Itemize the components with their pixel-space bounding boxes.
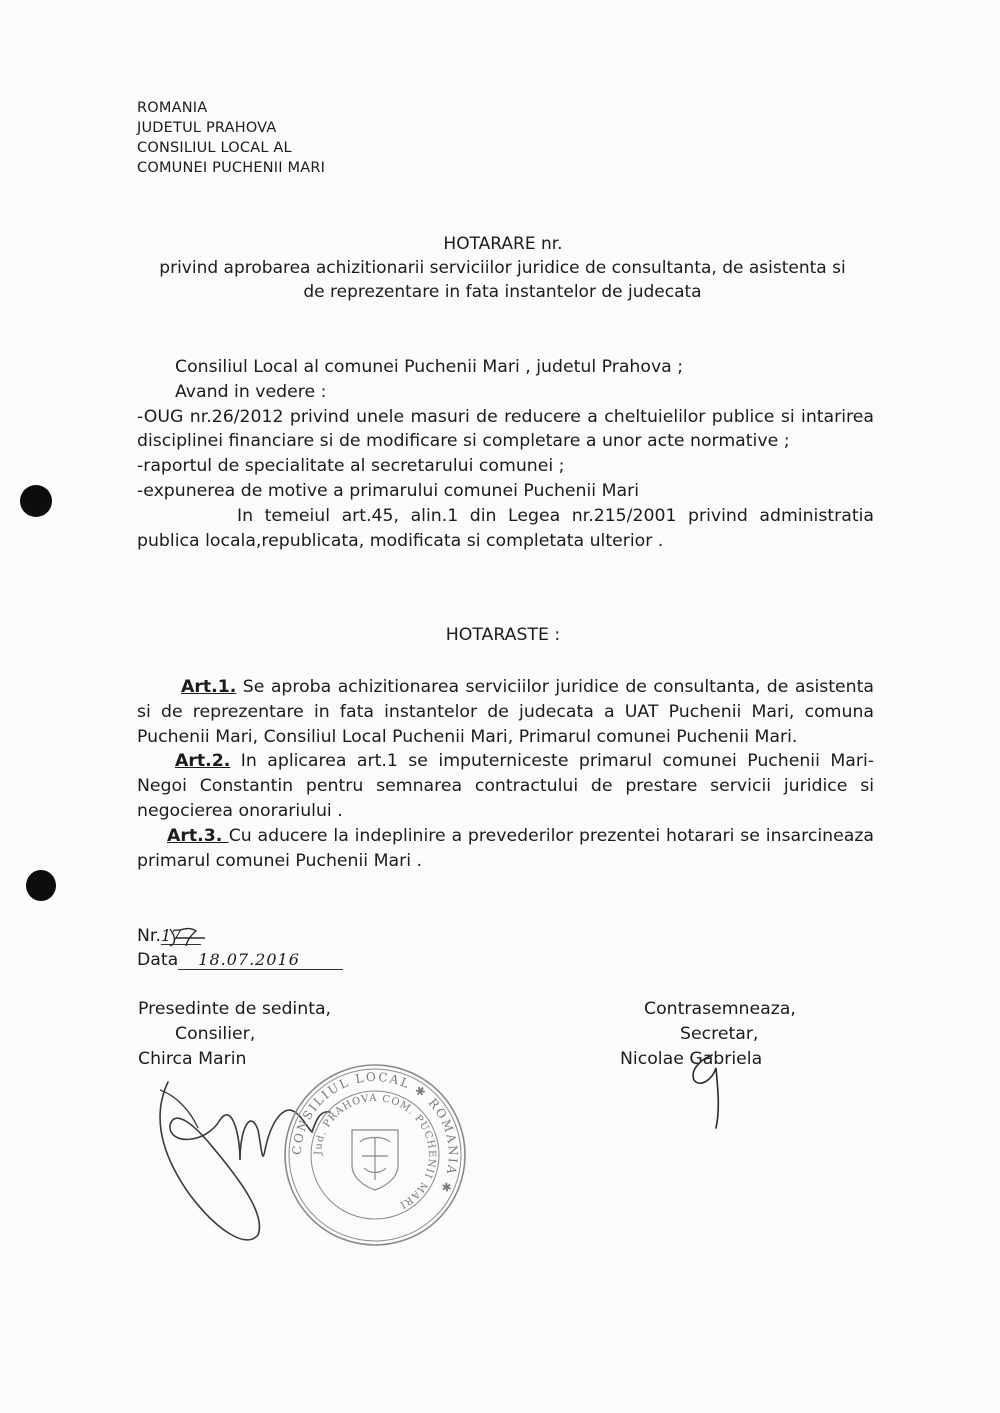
stamp-inner-text: Jud. PRAHOVA COM. PUCHENII MARI <box>312 1092 438 1211</box>
title-subject-line-2: de reprezentare in fata instantelor de judecata <box>303 282 702 302</box>
record-number-value: 17 <box>161 927 201 945</box>
preamble-report: -raportul de specialitate al secretarului comunei ; <box>137 456 565 477</box>
decision-heading: HOTARASTE : <box>445 625 561 645</box>
article-3-text: Cu aducere la indeplinire a prevederilor prezentei hotarari se insarcineaza primarul comunei Puchenii Mari . <box>137 825 874 871</box>
header-county: JUDETUL PRAHOVA <box>137 120 277 136</box>
header-commune: COMUNEI PUCHENII MARI <box>137 160 326 176</box>
preamble-council: Consiliul Local al comunei Puchenii Mari , judetul Prahova ; <box>175 357 684 377</box>
article-1-text: Se aproba achizitionarea serviciilor juridice de consultanta, de asistenta si de reprezentare in fata instantelor de judecata a UAT Puchenii Mari, comuna Puchenii Mari, Consiliul Local Puchenii Mari, Primarul comunei Puchenii Mari. <box>137 677 874 747</box>
coat-of-arms-icon <box>352 1130 398 1190</box>
preamble-motives: -expunerea de motive a primarului comunei Puchenii Mari <box>137 480 640 501</box>
header-country: ROMANIA <box>137 100 208 116</box>
president-role: Presedinte de sedinta, <box>138 999 332 1019</box>
article-2-label: Art.2. <box>175 751 231 772</box>
official-stamp <box>280 1060 470 1250</box>
president-name: Chirca Marin <box>138 1048 247 1069</box>
article-2-text: In aplicarea art.1 se imputerniceste primarul comunei Puchenii Mari-Negoi Constantin pentru semnarea contractului de prestare servicii juridice si negocierea onorariului . <box>137 751 874 821</box>
article-1-label: Art.1. <box>181 677 237 697</box>
president-title: Consilier, <box>175 1023 256 1044</box>
article-3-label: Art.3. <box>167 825 229 846</box>
record-date-value: 18.07.2016 <box>178 950 343 970</box>
title-subject-line-1: privind aprobarea achizitionarii serviciilor juridice de consultanta, de asistenta si <box>159 258 846 278</box>
secretary-name: Nicolae Gabriela <box>620 1048 763 1069</box>
secretary-role: Contrasemneaza, <box>644 999 796 1019</box>
preamble-oug: -OUG nr.26/2012 privind unele masuri de reducere a cheltuielilor publice si intarirea disciplinei financiare si de modificare si completare a unor acte normative ; <box>137 406 874 452</box>
stamp-outer-text: CONSILIUL LOCAL ✱ ROMANIA ✱ <box>289 1069 461 1197</box>
secretary-title: Secretar, <box>680 1023 759 1044</box>
header-council: CONSILIUL LOCAL AL <box>137 140 292 156</box>
preamble-legal-basis: In temeiul art.45, alin.1 din Legea nr.215/2001 privind administratia publica locala,republicata, modificata si completata ulterior . <box>137 505 874 551</box>
title-decision-number: HOTARARE nr. <box>443 234 563 254</box>
preamble-considering: Avand in vedere : <box>175 381 327 402</box>
record-date-label: Data <box>137 950 179 970</box>
record-number-label: Nr. <box>137 926 161 946</box>
